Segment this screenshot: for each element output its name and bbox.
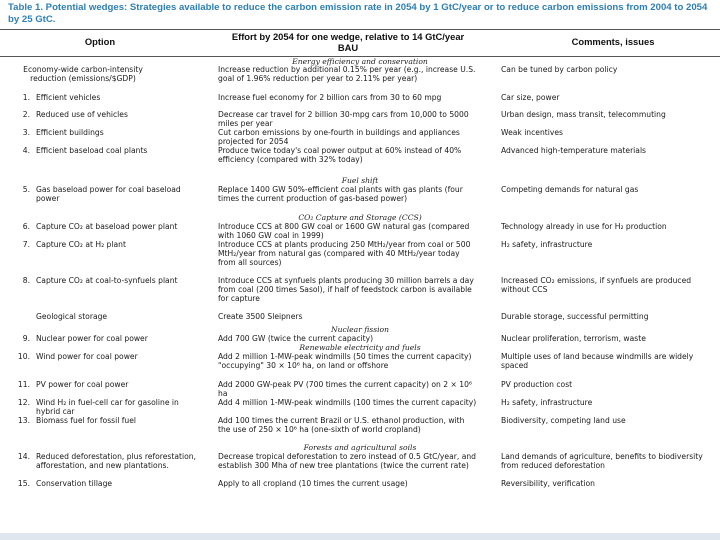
comments-cell: Car size, power xyxy=(501,93,560,102)
comments-cell: Increased CO₂ emissions, if synfuels are produced without CCS xyxy=(501,276,692,294)
effort-cell: Add 2 million 1-MW-peak windmills (50 times the current capacity) "occupying" 30 × 10⁶ ha, on land or offshore xyxy=(218,352,472,370)
table-row xyxy=(0,352,720,380)
comments-cell: PV production cost xyxy=(501,380,573,389)
section-heading: Fuel shift xyxy=(341,176,379,185)
table-header-row xyxy=(0,31,720,57)
section-heading: Forests and agricultural soils xyxy=(303,443,417,452)
row-number: 1. xyxy=(22,93,30,102)
option-cell: PV power for coal power xyxy=(36,380,129,389)
row-number: 13. xyxy=(17,416,30,425)
comments-cell: Urban design, mass transit, telecommuting xyxy=(501,110,666,119)
header-top-rule xyxy=(0,29,720,30)
comments-cell: H₂ safety, infrastructure xyxy=(501,398,593,407)
row-number: 8. xyxy=(22,276,30,285)
table-row xyxy=(0,110,720,128)
row-number: 4. xyxy=(22,146,30,155)
option-cell: Geological storage xyxy=(36,312,108,321)
option-cell: Capture CO₂ at coal-to-synfuels plant xyxy=(36,276,178,285)
option-cell: Biomass fuel for fossil fuel xyxy=(36,416,137,425)
effort-cell: Introduce CCS at synfuels plants producing 30 million barrels a day from coal (200 times Sasol), if half of feedstock carbon is available for capture xyxy=(218,276,474,303)
comments-cell: Biodiversity, competing land use xyxy=(501,416,626,425)
effort-cell: Decrease car travel for 2 billion 30-mpg cars from 10,000 to 5000 miles per year xyxy=(218,110,469,128)
effort-cell: Introduce CCS at 800 GW coal or 1600 GW natural gas (compared with 1060 GW coal in 1999) xyxy=(218,222,470,240)
row-number: 3. xyxy=(22,128,30,137)
option-cell: Efficient buildings xyxy=(36,128,104,137)
table-row xyxy=(0,240,720,276)
effort-cell: Add 100 times the current Brazil or U.S. ethanol production, with the use of 250 × 10⁶ ha (one-sixth of world cropland) xyxy=(218,416,465,434)
comments-cell: Land demands of agriculture, benefits to biodiversity from reduced deforestation xyxy=(501,452,703,470)
section-heading: CO₂ Capture and Storage (CCS) xyxy=(298,213,422,222)
section-heading: Nuclear fission xyxy=(330,325,390,334)
option-cell: Wind power for coal power xyxy=(36,352,138,361)
option-cell: Nuclear power for coal power xyxy=(36,334,148,343)
row-number: 6. xyxy=(22,222,30,231)
effort-cell: Add 2000 GW-peak PV (700 times the current capacity) on 2 × 10⁶ ha xyxy=(218,380,472,398)
header-option: Option xyxy=(84,36,116,47)
table-row xyxy=(0,479,720,489)
header-comments: Comments, issues xyxy=(571,36,655,47)
comments-cell: Advanced high-temperature materials xyxy=(501,146,647,155)
header-effort: Effort by 2054 for one wedge, relative to 14 GtC/year BAU xyxy=(231,31,465,53)
table-row xyxy=(0,276,720,312)
effort-cell: Introduce CCS at plants producing 250 MtH₂/year from coal or 500 MtH₂/year from natural gas (compared with 40 MtH₂/year today from all sources) xyxy=(218,240,471,267)
table-row xyxy=(0,416,720,443)
bottom-bar xyxy=(0,533,720,540)
option-cell: Capture CO₂ at H₂ plant xyxy=(36,240,126,249)
comments-cell: H₂ safety, infrastructure xyxy=(501,240,593,249)
table-row xyxy=(0,185,720,213)
effort-cell: Cut carbon emissions by one-fourth in buildings and appliances projected for 2054 xyxy=(218,128,460,146)
table-row xyxy=(0,65,720,93)
table-row xyxy=(0,222,720,240)
row-number: 5. xyxy=(22,185,30,194)
option-cell: Capture CO₂ at baseload power plant xyxy=(36,222,178,231)
row-number: 14. xyxy=(17,452,30,461)
comments-cell: Multiple uses of land because windmills are widely spaced xyxy=(501,352,694,370)
comments-cell: Technology already in use for H₂ production xyxy=(501,222,667,231)
table-caption: Table 1. Potential wedges: Strategies available to reduce the carbon emission rate in 2054 by 1 GtC/year or to reduce carbon emissions from 2004 to 2054 by 25 GtC. xyxy=(8,2,708,25)
option-cell: Conservation tillage xyxy=(36,479,113,488)
effort-cell: Replace 1400 GW 50%-efficient coal plants with gas plants (four times the current production of gas-based power) xyxy=(218,185,463,203)
option-cell: Efficient vehicles xyxy=(36,93,101,102)
table-row xyxy=(0,452,720,479)
comments-cell: Weak incentives xyxy=(501,128,563,137)
effort-cell: Apply to all cropland (10 times the current usage) xyxy=(218,479,408,488)
option-cell: Reduced deforestation, plus reforestation, afforestation, and new plantations. xyxy=(36,452,196,470)
comments-cell: Can be tuned by carbon policy xyxy=(501,65,618,74)
section-heading: Energy efficiency and conservation xyxy=(292,57,428,66)
effort-cell: Increase reduction by additional 0.15% per year (e.g., increase U.S. goal of 1.96% reduction per year to 2.11% per year) xyxy=(218,65,476,83)
row-number: 12. xyxy=(17,398,30,407)
option-cell: Gas baseload power for coal baseload power xyxy=(36,185,181,203)
row-number: 7. xyxy=(22,240,30,249)
table-row xyxy=(0,398,720,416)
option-cell: Efficient baseload coal plants xyxy=(36,146,148,155)
comments-cell: Competing demands for natural gas xyxy=(501,185,639,194)
table-row xyxy=(0,380,720,398)
table-body xyxy=(0,57,720,489)
option-cell: Economy-wide carbon-intensity reduction (emissions/$GDP) xyxy=(23,65,143,83)
row-number: 10. xyxy=(17,352,30,361)
option-cell: Reduced use of vehicles xyxy=(36,110,128,119)
comments-cell: Durable storage, successful permitting xyxy=(501,312,649,321)
row-number: 2. xyxy=(22,110,30,119)
row-number: 15. xyxy=(17,479,30,488)
table-row xyxy=(0,93,720,110)
table-row xyxy=(0,146,720,176)
effort-cell: Create 3500 Sleipners xyxy=(218,312,303,321)
effort-cell: Add 700 GW (twice the current capacity) xyxy=(218,334,374,343)
section-heading: Renewable electricity and fuels xyxy=(299,343,421,352)
effort-cell: Decrease tropical deforestation to zero instead of 0.5 GtC/year, and establish 300 Mha of new tree plantations (twice the current rate) xyxy=(218,452,476,470)
option-cell: Wind H₂ in fuel-cell car for gasoline in hybrid car xyxy=(36,398,179,416)
effort-cell: Increase fuel economy for 2 billion cars from 30 to 60 mpg xyxy=(218,93,442,102)
row-number: 9. xyxy=(22,334,30,343)
effort-cell: Produce twice today's coal power output at 60% instead of 40% efficiency (compared with 32% today) xyxy=(218,146,462,164)
effort-cell: Add 4 million 1-MW-peak windmills (100 times the current capacity) xyxy=(218,398,477,407)
table-row xyxy=(0,128,720,146)
table-row xyxy=(0,334,720,343)
comments-cell: Reversibility, verification xyxy=(501,479,595,488)
table-row xyxy=(0,312,720,325)
comments-cell: Nuclear proliferation, terrorism, waste xyxy=(501,334,646,343)
row-number: 11. xyxy=(17,380,30,389)
